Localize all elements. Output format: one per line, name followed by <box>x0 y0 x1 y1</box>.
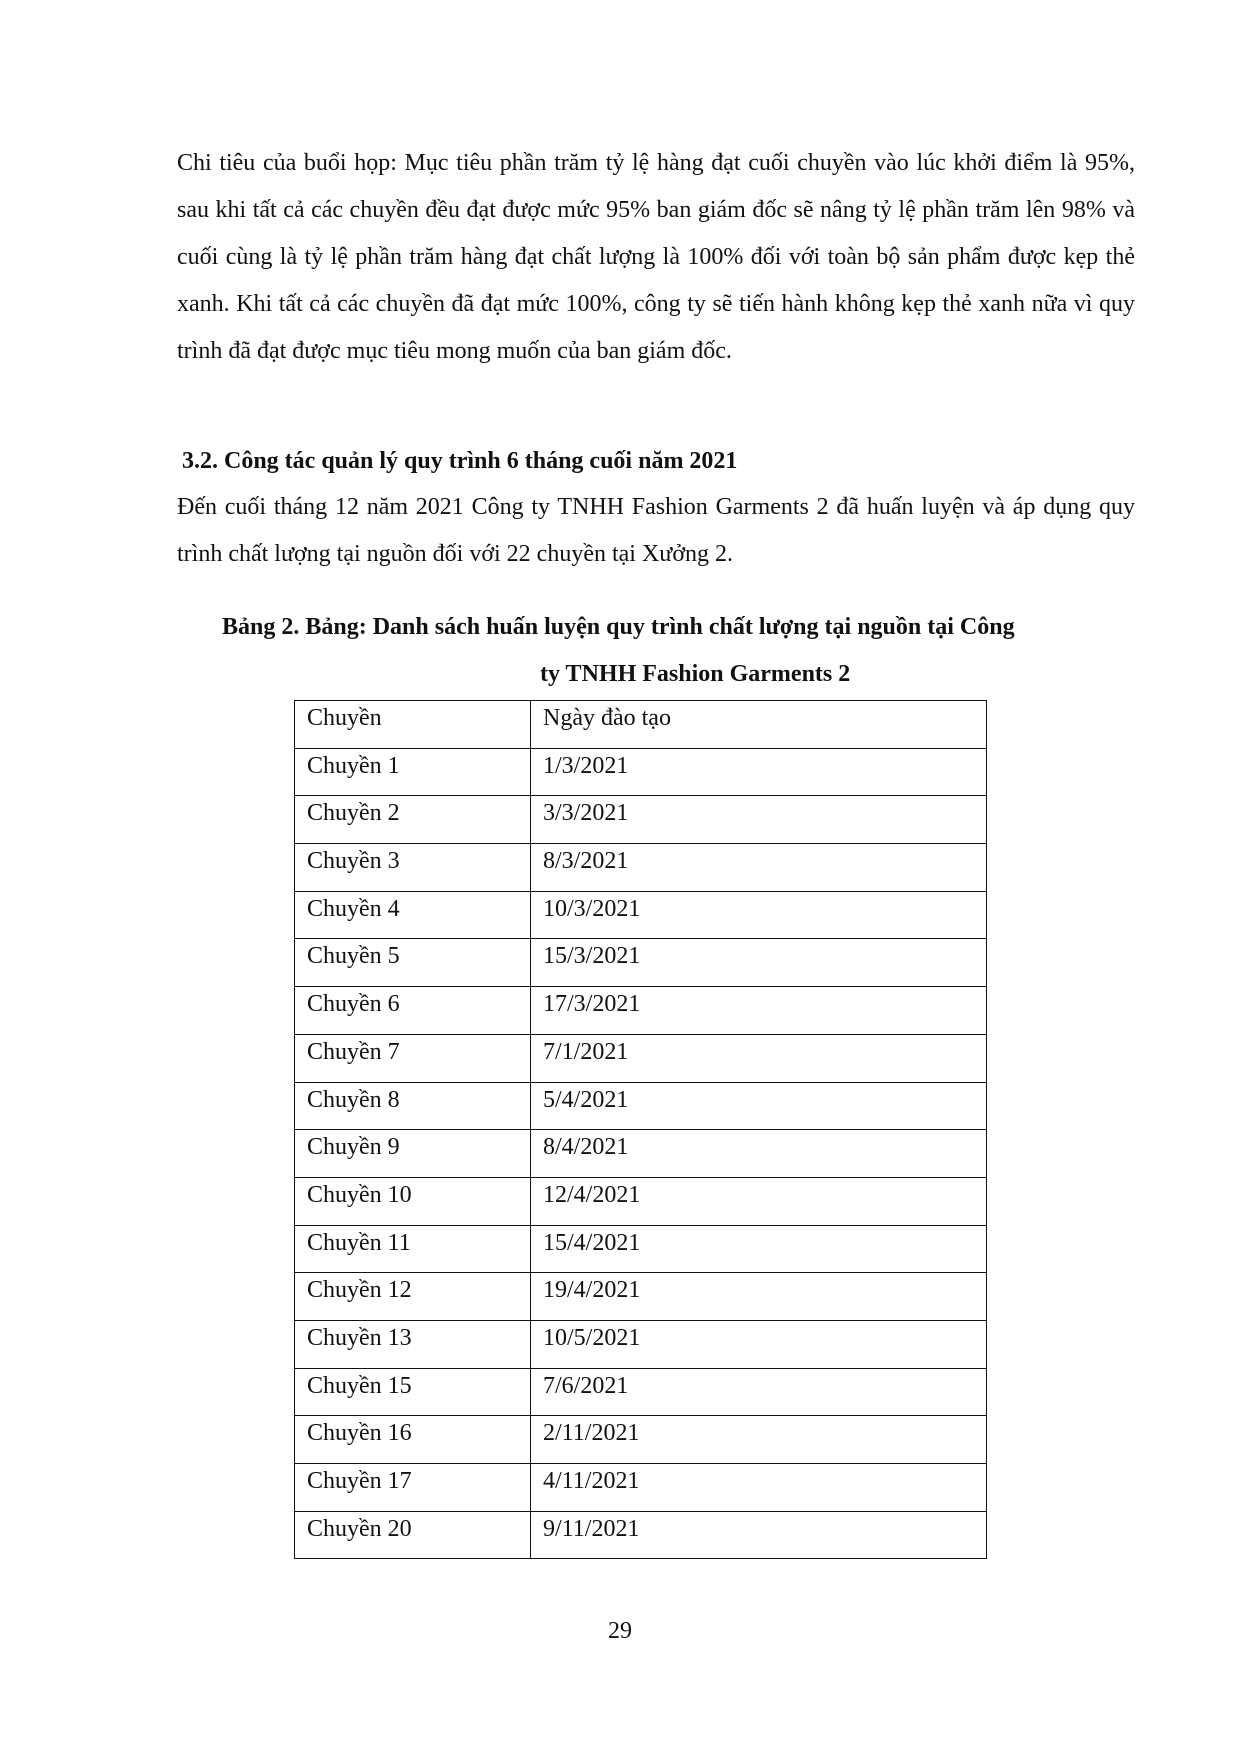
date-cell: 3/3/2021 <box>531 796 987 844</box>
date-cell: 2/11/2021 <box>531 1416 987 1464</box>
line-cell: Chuyền 16 <box>295 1416 531 1464</box>
table-row <box>295 1273 987 1321</box>
table-row <box>295 1416 987 1464</box>
date-cell: 12/4/2021 <box>531 1177 987 1225</box>
table-row <box>295 1511 987 1559</box>
table-caption-line-1: Bảng 2. Bảng: Danh sách huấn luyện quy trình chất lượng tại nguồn tại Công <box>222 614 1015 640</box>
date-cell: 10/5/2021 <box>531 1320 987 1368</box>
table-caption-line-2: ty TNHH Fashion Garments 2 <box>540 661 851 687</box>
page-number: 29 <box>608 1618 632 1644</box>
date-cell: 5/4/2021 <box>531 1082 987 1130</box>
training-schedule-table <box>294 700 987 1559</box>
table-row <box>295 1082 987 1130</box>
line-cell: Chuyền 6 <box>295 987 531 1035</box>
intro-paragraph: Chi tiêu của buổi họp: Mục tiêu phần trăm tỷ lệ hàng đạt cuối chuyền vào lúc khởi điểm là 95%, sau khi tất cả các chuyền đều đạt được mức 95% ban giám đốc sẽ nâng tỷ lệ phần trăm lên 98% và cuối cùng là tỷ lệ phần trăm hàng đạt chất lượng là 100% đối với toàn bộ sản phẩm được kẹp thẻ xanh. Khi tất cả các chuyền đã đạt mức 100%, công ty sẽ tiến hành không kẹp thẻ xanh nữa vì quy trình đã đạt được mục tiêu mong muốn của ban giám đốc. <box>177 150 1135 364</box>
line-cell: Chuyền 17 <box>295 1464 531 1512</box>
line-cell: Chuyền 7 <box>295 1034 531 1082</box>
table-row <box>295 748 987 796</box>
table-row <box>295 1368 987 1416</box>
line-cell: Chuyền 5 <box>295 939 531 987</box>
date-cell: 10/3/2021 <box>531 891 987 939</box>
date-cell: 4/11/2021 <box>531 1464 987 1512</box>
date-cell: 17/3/2021 <box>531 987 987 1035</box>
date-cell: 8/4/2021 <box>531 1130 987 1178</box>
line-cell: Chuyền 2 <box>295 796 531 844</box>
line-cell: Chuyền 15 <box>295 1368 531 1416</box>
table-row <box>295 987 987 1035</box>
date-cell: 8/3/2021 <box>531 844 987 892</box>
table-row <box>295 796 987 844</box>
table-row <box>295 844 987 892</box>
date-cell: 7/6/2021 <box>531 1368 987 1416</box>
line-cell: Chuyền 1 <box>295 748 531 796</box>
date-cell: 1/3/2021 <box>531 748 987 796</box>
line-cell: Chuyền 13 <box>295 1320 531 1368</box>
date-cell: 9/11/2021 <box>531 1511 987 1559</box>
header-line: Chuyền <box>295 701 531 749</box>
line-cell: Chuyền 20 <box>295 1511 531 1559</box>
line-cell: Chuyền 10 <box>295 1177 531 1225</box>
line-cell: Chuyền 9 <box>295 1130 531 1178</box>
table-row <box>295 939 987 987</box>
section-paragraph: Đến cuối tháng 12 năm 2021 Công ty TNHH Fashion Garments 2 đã huấn luyện và áp dụng quy trình chất lượng tại nguồn đối với 22 chuyền tại Xưởng 2. <box>177 494 1135 567</box>
date-cell: 15/3/2021 <box>531 939 987 987</box>
table-header-row <box>295 701 987 749</box>
header-training-date: Ngày đào tạo <box>531 701 987 749</box>
table-row <box>295 1225 987 1273</box>
section-heading: 3.2. Công tác quản lý quy trình 6 tháng cuối năm 2021 <box>182 448 738 474</box>
date-cell: 15/4/2021 <box>531 1225 987 1273</box>
table-caption <box>200 604 1120 698</box>
line-cell: Chuyền 11 <box>295 1225 531 1273</box>
line-cell: Chuyền 12 <box>295 1273 531 1321</box>
line-cell: Chuyền 4 <box>295 891 531 939</box>
date-cell: 19/4/2021 <box>531 1273 987 1321</box>
table-row <box>295 1130 987 1178</box>
table-row <box>295 1320 987 1368</box>
line-cell: Chuyền 8 <box>295 1082 531 1130</box>
table-row <box>295 1034 987 1082</box>
table-row <box>295 891 987 939</box>
line-cell: Chuyền 3 <box>295 844 531 892</box>
table-row <box>295 1464 987 1512</box>
table-body <box>295 748 987 1559</box>
date-cell: 7/1/2021 <box>531 1034 987 1082</box>
table-row <box>295 1177 987 1225</box>
